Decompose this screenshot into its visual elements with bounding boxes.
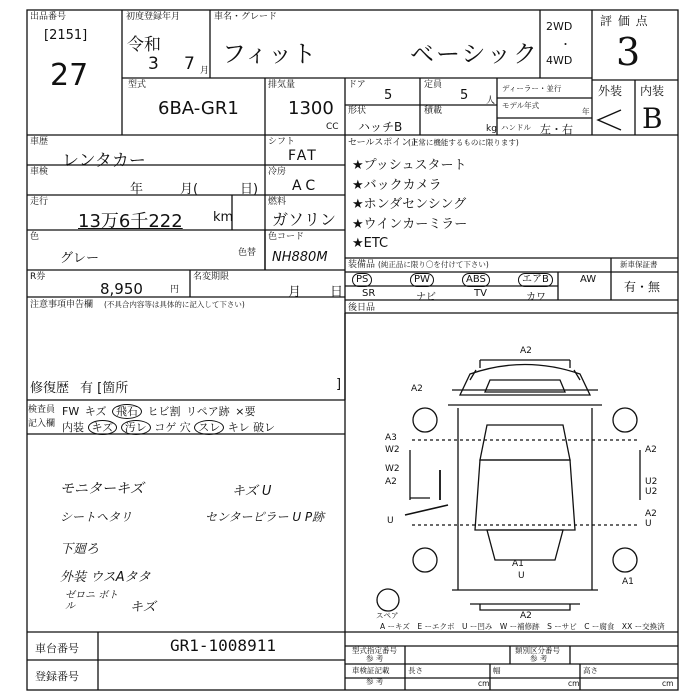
damage-mark: W2 (385, 464, 400, 474)
capacity-unit: 人 (486, 96, 496, 106)
score-ext-label: 外装 (598, 84, 623, 98)
damage-mark: A2 (645, 445, 657, 455)
damage-mark: U (387, 516, 394, 526)
shift-value: FAT (288, 148, 318, 164)
inspection-header: 車検 (30, 167, 49, 177)
damage-mark: U (518, 571, 525, 581)
aircon-header: 冷房 (268, 167, 287, 177)
hand-note: シートヘタリ (60, 510, 133, 524)
doors-header: ドア (348, 80, 366, 90)
dims-height-unit: cm (662, 679, 674, 688)
rear-seat-header: 後日品 (348, 303, 376, 313)
score-value: 3 (616, 30, 641, 74)
damage-mark: U2 (645, 487, 658, 497)
damage-legend: A ーキズ E ーエクボ U ー凹み W ー補修跡 S ーサビ C ー腐食 XX ー交換済 (380, 622, 665, 631)
first-reg-year: 3 (148, 54, 159, 74)
notes-sub: (不具合内容等は具体的に記入して下さい) (104, 300, 245, 309)
capacity-value: 5 (460, 88, 469, 103)
sales-item: ★ウインカーミラー (352, 216, 468, 232)
hand-note: センターピラー U P跡 (205, 510, 325, 524)
sales-item: ★プッシュスタート (352, 158, 467, 173)
fuel-header: 燃料 (268, 197, 287, 207)
score-header: 評 価 点 (600, 14, 649, 28)
equip-pw: PW (410, 273, 434, 287)
displacement-unit: CC (326, 122, 339, 132)
registration-header: 登録番号 (35, 670, 79, 683)
first-reg-header: 初度登録年月 (126, 12, 181, 22)
aircon-value: AC (292, 178, 320, 194)
mileage-header: 走行 (30, 197, 49, 207)
sales-item: ★ETC (352, 236, 389, 251)
handle-header: ハンドル (501, 123, 531, 132)
drive-2wd: 2WD (546, 20, 573, 33)
equip-tv: TV (474, 288, 487, 299)
car-name: フィット (222, 40, 317, 68)
fuel-value: ガソリン (272, 210, 337, 229)
damage-mark: W2 (385, 445, 400, 455)
history-header: 車歴 (30, 137, 49, 147)
score-int-value: B (642, 102, 663, 135)
color-code-header: 色コード (268, 232, 305, 242)
sales-item: ★バックカメラ (352, 177, 442, 193)
inspection-year: 年 (130, 182, 144, 197)
cert-class-label: 類別区分番号 (515, 646, 560, 655)
equip-ps: PS (352, 273, 372, 287)
handle-value: 左・右 (540, 123, 573, 136)
cert-class-ref: 参 考 (530, 654, 548, 663)
damage-mark: A2 (520, 346, 532, 356)
mileage-value: 13万6千222 (78, 211, 183, 232)
sales-item: ★ホンダセンシング (352, 197, 467, 212)
chassis-header: 車台番号 (35, 642, 79, 655)
recycle-value: 8,950 (100, 280, 143, 298)
dims-length: 長さ (408, 666, 423, 675)
first-reg-month: 7 (184, 54, 195, 74)
model-header: 型式 (128, 80, 147, 90)
hand-note: モニターキズ (60, 481, 144, 497)
car-header: 車名・グレード (214, 12, 278, 22)
sales-sub: (正常に機能するものに限ります) (408, 138, 519, 147)
hand-note: 外装 ウスAタタ (60, 570, 151, 585)
dims-width-unit: cm (568, 679, 580, 688)
repair-close: ] (336, 377, 342, 392)
drive-4wd: 4WD (546, 54, 573, 67)
damage-mark: A2 (411, 384, 423, 394)
model-year-unit: 年 (582, 107, 590, 116)
history-value: レンタカー (62, 151, 146, 171)
dims-ref: 参 考 (366, 677, 384, 686)
damage-mark: U2 (645, 477, 658, 487)
equip-navi: ナビ (416, 292, 436, 303)
first-reg-month-unit: 月 (200, 66, 210, 76)
damage-mark: A1 (622, 577, 634, 587)
dims-width: 幅 (493, 666, 501, 675)
notes-header: 注意事項申告欄 (30, 300, 94, 310)
capacity-header: 定員 (424, 80, 443, 90)
body-value: ハッチB (358, 120, 403, 134)
damage-mark: A2 (645, 509, 657, 519)
damage-mark: A2 (520, 611, 532, 621)
damage-mark: A3 (385, 433, 397, 443)
color-value: グレー (60, 251, 100, 266)
inspection-month: 月( (180, 182, 199, 197)
color-change: 色替 (238, 248, 257, 258)
hand-note: キズ (130, 600, 156, 615)
lot-number: 27 (50, 58, 89, 93)
sales-header: セールスポイント (348, 138, 420, 148)
score-ext-value (604, 104, 621, 132)
name-change-month: 月 (288, 285, 302, 300)
mileage-unit: km (213, 210, 234, 225)
drive-dot: ・ (560, 38, 571, 51)
damage-mark: A2 (385, 477, 397, 487)
shift-header: シフト (268, 137, 296, 147)
doors-value: 5 (384, 88, 393, 103)
load-unit: kg (486, 124, 497, 134)
displacement-header: 排気量 (268, 80, 296, 90)
dims-length-unit: cm (478, 679, 490, 688)
repair-label: 修復歴 (30, 381, 70, 396)
recycle-header: R券 (30, 272, 46, 282)
hand-note: キズ U (232, 484, 272, 499)
car-diagram-lines (377, 360, 640, 611)
damage-mark: U (645, 519, 652, 529)
color-code: NH880M (272, 250, 328, 265)
name-change-day: 日 (330, 285, 344, 300)
damage-mark: A1 (512, 559, 524, 569)
model-year-label: モデル年式 (502, 101, 540, 110)
spare-label: スペア (376, 611, 399, 620)
hand-note: ゼロニ ボトル (65, 590, 119, 612)
cert-model-ref: 参 考 (366, 654, 384, 663)
equipment-header: 装備品 (348, 260, 376, 270)
hand-note: 下廻ろ (60, 542, 100, 557)
car-grade: ベーシック (410, 40, 540, 68)
inspection-day: 日) (240, 182, 259, 197)
inspector-header-1: 検査員 (28, 405, 56, 415)
name-change-header: 名変期限 (193, 272, 230, 282)
equipment-sub: (純正品に限り〇を付けて下さい) (378, 260, 489, 269)
displacement-value: 1300 (288, 98, 334, 119)
warranty-value: 有・無 (624, 280, 661, 294)
chassis-value: GR1-1008911 (170, 636, 276, 655)
lot-code: [2151] (44, 28, 88, 43)
inspector-row-1: FW キズ 飛石 ヒビ割 リペア跡 ×要 (62, 405, 256, 418)
inspector-header-2: 記入欄 (28, 419, 56, 429)
dealer-label: ディーラー・並行 (502, 84, 562, 93)
equip-airbag: エアB (518, 273, 553, 287)
score-int-label: 内装 (640, 84, 665, 98)
load-header: 積載 (424, 106, 443, 116)
warranty-header: 新車保証書 (620, 260, 658, 269)
sales-list (352, 156, 467, 254)
dims-label: 車検証記載 (352, 666, 390, 675)
recycle-unit: 円 (170, 285, 180, 295)
model-value: 6BA-GR1 (158, 98, 239, 119)
dims-height: 高さ (583, 666, 598, 675)
equip-abs: ABS (462, 273, 490, 287)
lot-header: 出品番号 (30, 12, 67, 22)
body-header: 形状 (348, 106, 367, 116)
color-header: 色 (30, 232, 40, 242)
equip-aw: AW (580, 274, 597, 285)
inspector-row-2: 内装 キズ 汚レ コゲ 穴 スレ キレ 破レ (62, 421, 276, 434)
equip-sr: SR (362, 288, 376, 299)
cert-model-label: 型式指定番号 (352, 646, 397, 655)
repair-value: 有 [箇所 (80, 381, 129, 396)
first-reg-era: 令和 (127, 35, 161, 55)
equip-leather: カワ (526, 292, 546, 303)
